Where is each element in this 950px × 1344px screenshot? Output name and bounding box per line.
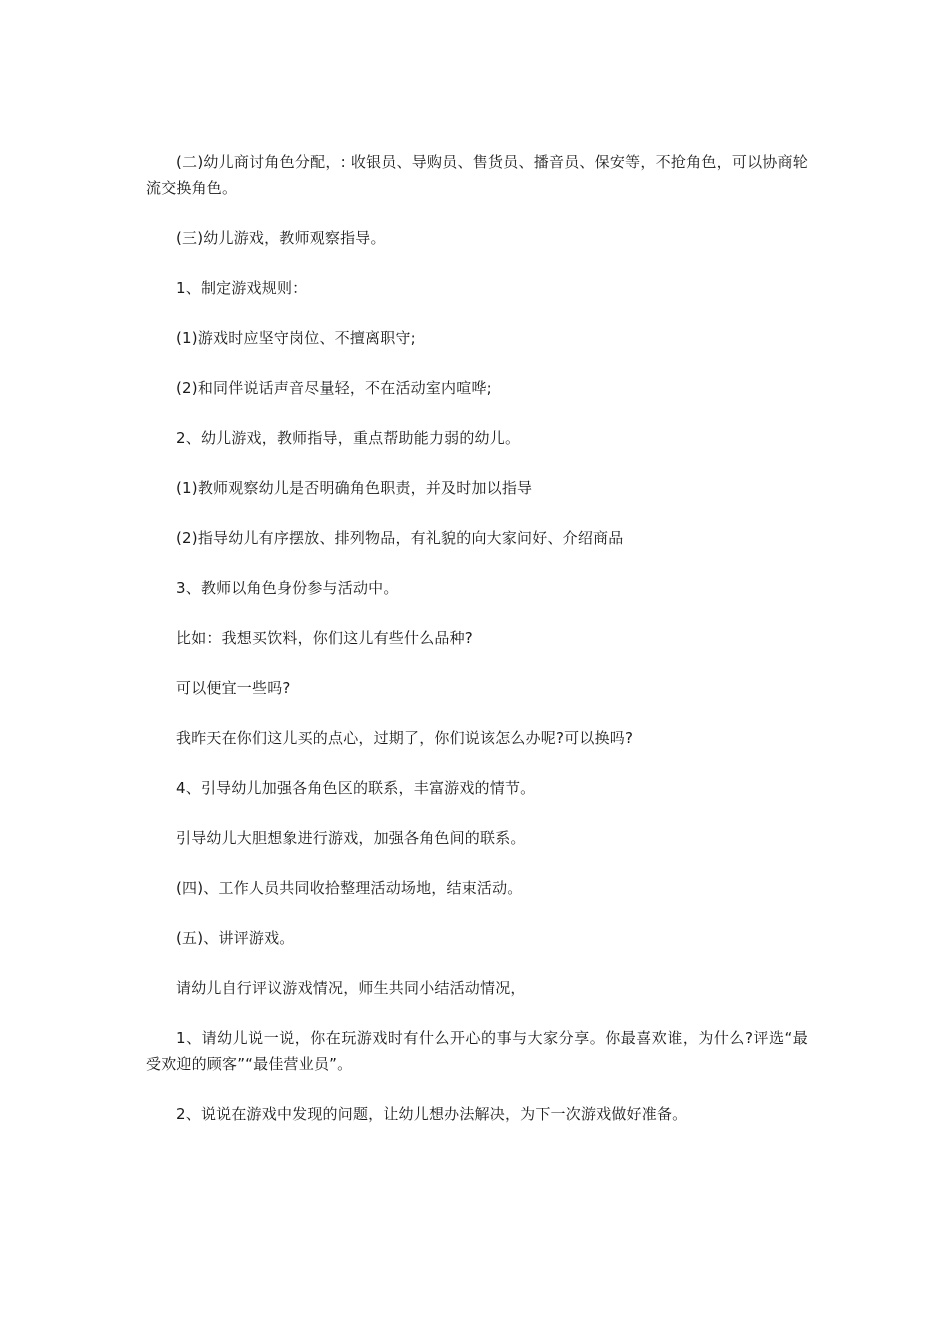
paragraph-guidance-two: (2)指导幼儿有序摆放、排列物品，有礼貌的向大家问好、介绍商品 — [176, 529, 624, 547]
paragraph-rule-one: (1)游戏时应坚守岗位、不擅离职守; — [176, 329, 416, 347]
document-body — [146, 149, 808, 1151]
paragraph-section-five: (五)、讲评游戏。 — [176, 929, 295, 947]
paragraph-example-three: 我昨天在你们这儿买的点心，过期了，你们说该怎么办呢?可以换吗? — [176, 729, 634, 747]
paragraph-section-three: (三)幼儿游戏，教师观察指导。 — [176, 229, 386, 247]
paragraph-example-two: 可以便宜一些吗? — [176, 679, 291, 697]
paragraph-evaluation-two: 2、说说在游戏中发现的问题，让幼儿想办法解决，为下一次游戏做好准备。 — [176, 1105, 688, 1123]
paragraph-evaluation-one: 1、请幼儿说一说，你在玩游戏时有什么开心的事与大家分享。你最喜欢谁，为什么?评选“最受欢迎的顾客”“最佳营业员”。 — [146, 1029, 808, 1073]
paragraph-rules-heading: 1、制定游戏规则： — [176, 279, 308, 297]
paragraph-example-one: 比如：我想买饮料，你们这儿有些什么品种? — [176, 629, 473, 647]
paragraph-section-four: (四)、工作人员共同收拾整理活动场地，结束活动。 — [176, 879, 523, 897]
paragraph-rule-two: (2)和同伴说话声音尽量轻，不在活动室内喧哗; — [176, 379, 492, 397]
paragraph-evaluation-intro: 请幼儿自行评议游戏情况，师生共同小结活动情况， — [176, 979, 526, 997]
paragraph-connection-detail: 引导幼儿大胆想象进行游戏，加强各角色间的联系。 — [176, 829, 526, 847]
paragraph-guidance-heading: 2、幼儿游戏，教师指导，重点帮助能力弱的幼儿。 — [176, 429, 521, 447]
paragraph-role-assignment: (二)幼儿商讨角色分配，: 收银员、导购员、售货员、播音员、保安等，不抢角色，可以协商轮流交换角色。 — [146, 153, 808, 197]
paragraph-guidance-one: (1)教师观察幼儿是否明确角色职责，并及时加以指导 — [176, 479, 533, 497]
paragraph-teacher-role: 3、教师以角色身份参与活动中。 — [176, 579, 399, 597]
paragraph-connection-heading: 4、引导幼儿加强各角色区的联系，丰富游戏的情节。 — [176, 779, 536, 797]
